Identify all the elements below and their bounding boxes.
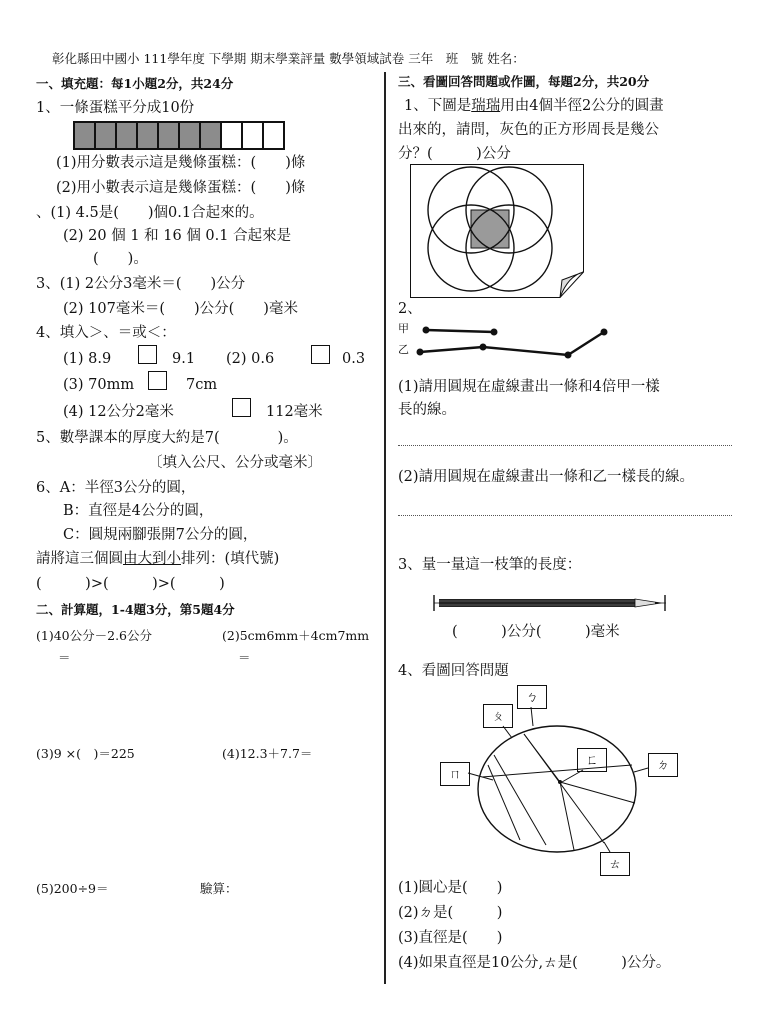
r-question-1-line3: 分？( )公分 <box>398 146 511 162</box>
q4-1-right: 9.1 <box>172 351 196 367</box>
calc-2-equals: ＝ <box>238 650 251 665</box>
r-question-4: 4、看圖回答問題 <box>398 663 509 679</box>
q4-4-left: (4) 12公分2毫米 <box>63 404 174 420</box>
question-2-2-answer: ( )。 <box>93 251 148 267</box>
question-1: 1、一條蛋糕平分成10份 <box>36 100 195 116</box>
question-2-1: 、(1) 4.5是( )個0.1合起來的。 <box>36 205 264 221</box>
label-te: ㄊ <box>600 852 630 876</box>
label-jia: 甲 <box>398 322 409 335</box>
exam-header: 彰化縣田中國小 111學年度 下學期 期末學業評量 數學領域試卷 三年 班 號 姓名： <box>52 51 525 66</box>
r-question-2-1-line2: 長的線。 <box>398 402 456 418</box>
r-question-3: 3、量一量這一枝筆的長度： <box>398 557 582 573</box>
q4-3-right: 7cm <box>186 377 218 393</box>
question-6-ask: 請將這三個圓由大到小排列：(填代號) <box>36 551 280 567</box>
r-question-2: 2、 <box>398 301 422 317</box>
q4-3-left: (3) 70mm <box>63 377 135 393</box>
r-question-3-answer: ( )公分( )毫米 <box>452 624 620 640</box>
r-question-2-2: (2)請用圓規在虛線畫出一條和乙一樣長的線。 <box>398 469 695 485</box>
q4-4-right: 112毫米 <box>266 404 323 420</box>
question-4: 4、填入＞、＝或＜： <box>36 325 176 341</box>
question-6-answer: ( )>( )>( ) <box>36 576 225 592</box>
name-underline: 瑞瑞 <box>471 98 501 114</box>
section-2-title: 二、計算題，1-4題3分，第5題4分 <box>36 602 235 617</box>
question-3-1: 3、(1) 2公分3毫米＝( )公分 <box>36 276 246 292</box>
question-3-2: (2) 107毫米＝( )公分( )毫米 <box>63 301 298 317</box>
question-5-hint: 〔填入公尺、公分或毫米〕 <box>148 455 322 471</box>
question-6-b: B：直徑是4公分的圓， <box>63 503 214 519</box>
q4-2-right: 0.3 <box>342 351 366 367</box>
question-6: 6、A：半徑3公分的圓， <box>36 480 196 496</box>
calc-4: (4)12.3＋7.7＝ <box>222 746 313 761</box>
verify-label: 驗算： <box>200 881 238 896</box>
r-question-1: 1、下圖是瑞瑞用由4個半徑2公分的圓畫 <box>404 98 664 114</box>
r-question-4-2: (2)ㄉ是( ) <box>398 905 503 921</box>
section-1-title: 一、填充題：每1小題2分，共24分 <box>36 76 234 91</box>
emphasis-underline: 由大到小 <box>123 551 181 567</box>
label-yi: 乙 <box>398 343 409 356</box>
r-question-4-3: (3)直徑是( ) <box>398 930 503 946</box>
label-bo: ㄅ <box>517 685 547 709</box>
q4-2-left: (2) 0.6 <box>226 351 275 367</box>
calc-3: (3)9 ×( )＝225 <box>36 746 135 761</box>
r-question-1-line2: 出來的，請問，灰色的正方形周長是幾公 <box>398 122 659 138</box>
question-5: 5、數學課本的厚度大約是7( )。 <box>36 430 298 446</box>
question-1-1: (1)用分數表示這是幾條蛋糕：( )條 <box>56 155 306 171</box>
r-question-2-1: (1)請用圓規在虛線畫出一條和4倍甲一樣 <box>398 379 660 395</box>
calc-2: (2)5cm6mm＋4cm7mm <box>222 628 370 643</box>
question-6-c: C：圓規兩腳張開7公分的圓， <box>63 527 258 543</box>
label-de: ㄉ <box>648 753 678 777</box>
question-2-2: (2) 20 個 1 和 16 個 0.1 合起來是 <box>63 228 292 244</box>
r-question-4-4: (4)如果直徑是10公分,ㄊ是( )公分。 <box>398 955 671 971</box>
label-fo: ㄈ <box>577 748 607 772</box>
calc-1: (1)40公分－2.6公分 <box>36 628 152 643</box>
r-question-4-1: (1)圓心是( ) <box>398 880 503 896</box>
question-1-2: (2)用小數表示這是幾條蛋糕：( )條 <box>56 180 306 196</box>
calc-5: (5)200÷9＝ <box>36 881 109 896</box>
section-3-title: 三、看圖回答問題或作圖，每題2分，共20分 <box>398 74 650 89</box>
calc-1-equals: ＝ <box>58 650 71 665</box>
label-po: ㄆ <box>483 704 513 728</box>
label-mo: ㄇ <box>440 762 470 786</box>
q4-1-left: (1) 8.9 <box>63 351 112 367</box>
